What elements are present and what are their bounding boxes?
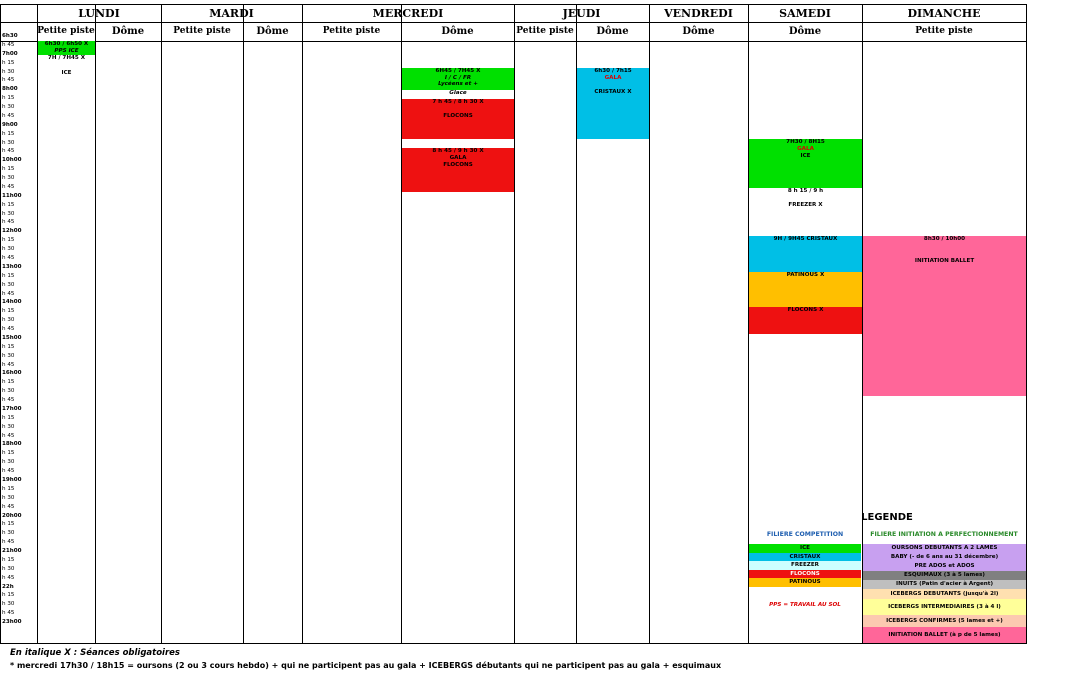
time-label: h 15	[2, 308, 15, 315]
grid-line	[161, 4, 162, 644]
legend-swatch: ESQUIMAUX (3 à 5 lames)	[863, 571, 1026, 580]
time-label: h 45	[2, 255, 15, 261]
session-text: PATINOUS X	[786, 271, 825, 278]
legend-pps-note: PPS = TRAVAIL AU SOL	[769, 602, 841, 608]
day-header-vendredi: VENDREDI	[664, 7, 733, 20]
time-label: h 15	[2, 237, 15, 244]
time-label: 13h00	[2, 263, 22, 270]
time-label: h 30	[2, 423, 15, 430]
legend-swatch: FLOCONS	[749, 570, 861, 579]
legend-swatch: PRE ADOS et ADOS	[863, 562, 1026, 571]
session-text: 6h30 / 6h50 X	[44, 41, 89, 47]
time-label: 6h30	[2, 33, 18, 39]
time-label: h 15	[2, 521, 15, 528]
time-label: h 30	[2, 565, 15, 572]
legend-swatch: OURSONS DEBUTANTS A 2 LAMES	[863, 544, 1026, 553]
grid-line	[0, 4, 1, 644]
time-label: 18h00	[2, 441, 22, 448]
schedule-session[interactable]	[38, 41, 95, 76]
time-label: 17h00	[2, 405, 22, 412]
time-label: 19h00	[2, 477, 22, 483]
legend-swatch: BABY (- de 6 ans au 31 décembre)	[863, 553, 1026, 562]
time-label: h 30	[2, 139, 15, 146]
time-label: 23h00	[2, 619, 22, 626]
session-text: 7H / 7H45 X	[47, 55, 86, 62]
session-text: I / C / FR	[444, 74, 472, 81]
schedule-session[interactable]	[749, 307, 862, 334]
time-label: 16h00	[2, 370, 22, 377]
legend-swatch: INITIATION BALLET (à p de 5 lames)	[863, 627, 1026, 643]
session-text: FLOCONS	[443, 113, 473, 120]
time-label: h 15	[2, 130, 15, 137]
grid-line	[37, 4, 38, 644]
day-header-lundi: LUNDI	[78, 7, 120, 20]
session-text	[749, 195, 862, 202]
time-label: 7h00	[2, 50, 18, 57]
time-label: h 45	[2, 503, 15, 510]
time-label: 10h00	[2, 157, 22, 164]
session-text	[402, 106, 514, 113]
time-label: h 30	[2, 104, 15, 111]
time-label: h 30	[2, 530, 15, 537]
rink-header: Petite piste	[173, 26, 231, 36]
time-label: 15h00	[2, 334, 22, 341]
time-label: h 30	[2, 281, 15, 288]
legend-swatch: PATINOUS	[749, 578, 861, 587]
session-text: INITIATION BALLET	[914, 257, 975, 264]
time-label: h 45	[2, 183, 15, 190]
legend-swatch: ICEBERGS DEBUTANTS (jusqu'à 2l)	[863, 589, 1026, 599]
schedule-session[interactable]	[402, 148, 514, 192]
session-text	[863, 244, 1026, 251]
time-label: h 30	[2, 494, 15, 501]
footer-note-asterisk: * mercredi 17h30 / 18h15 = oursons (2 ou 3 cours hebdo) + qui ne participent pas au gala + ICEBERGS débutants qui ne participent pas au gala + esquimaux	[10, 661, 722, 670]
time-label: h 15	[2, 485, 15, 492]
session-text: 6H45 / 7H45 X	[435, 67, 481, 74]
grid-line	[649, 4, 650, 644]
schedule-session[interactable]	[244, 94, 302, 192]
legend-swatch: CRISTAUX	[749, 553, 861, 562]
time-label: h 45	[2, 361, 15, 368]
session-text: Lycéens et +	[438, 80, 478, 87]
legend-swatch: INUITS (Patin d'acier à Argent)	[863, 580, 1026, 589]
time-label: h 15	[2, 379, 15, 386]
time-label: h 45	[2, 610, 15, 617]
time-label: h 15	[2, 95, 15, 102]
time-label: h 45	[2, 290, 15, 297]
legend-swatch: ICEBERGS CONFIRMES (5 lames et +)	[863, 615, 1026, 627]
time-label: h 15	[2, 201, 15, 208]
rink-header: Dôme	[596, 26, 629, 37]
rink-header: Dôme	[441, 26, 474, 37]
session-text: FLOCONS	[443, 161, 473, 168]
time-label: h 15	[2, 450, 15, 457]
legend-swatch: FREEZER	[749, 561, 861, 570]
rink-header: Dôme	[256, 26, 289, 37]
time-label: 12h00	[2, 228, 22, 235]
rink-header: Petite piste	[37, 26, 95, 36]
time-label: h 45	[2, 397, 15, 404]
session-text: 8 h 45 / 9 h 30 X	[432, 147, 484, 154]
day-header-samedi: SAMEDI	[779, 7, 831, 20]
legend-title: LEGENDE	[861, 512, 913, 523]
time-label: h 15	[2, 414, 15, 421]
time-label: h 30	[2, 317, 15, 324]
grid-line	[95, 4, 96, 644]
time-label: 11h00	[2, 192, 22, 199]
rink-header: Dôme	[111, 26, 145, 37]
time-label: h 45	[2, 148, 15, 155]
schedule-session[interactable]	[577, 68, 649, 139]
grid-line	[302, 4, 303, 644]
rink-header: Dôme	[788, 26, 822, 37]
time-label: h 45	[2, 41, 15, 48]
session-text: PPS ICE	[54, 48, 79, 55]
session-text: GALA	[449, 154, 467, 161]
session-text: 9H / 9H45 CRISTAUX	[773, 236, 838, 243]
time-label: 21h00	[2, 548, 22, 555]
grid-line	[0, 41, 1026, 42]
time-label: h 45	[2, 326, 15, 333]
schedule-session[interactable]	[863, 236, 1026, 396]
session-text	[38, 63, 95, 70]
footer-note-italic: En italique X : Séances obligatoires	[10, 648, 180, 658]
grid-line	[0, 643, 1026, 644]
time-label: 9h00	[2, 121, 18, 128]
time-label: h 45	[2, 539, 15, 546]
grid-line	[514, 4, 515, 644]
schedule-session[interactable]	[402, 99, 514, 139]
legend-swatch: ICE	[749, 544, 861, 553]
time-label: h 45	[2, 574, 15, 581]
day-header-mardi: MARDI	[209, 7, 254, 20]
time-label: h 45	[2, 432, 15, 439]
session-text: 8 h 15 / 9 h	[787, 187, 824, 194]
session-text: 7H30 / 8H15	[786, 138, 825, 145]
schedule-session[interactable]	[402, 81, 514, 90]
rink-header: Dôme	[682, 26, 715, 37]
time-label: h 30	[2, 246, 15, 253]
rink-header: Petite piste	[915, 26, 973, 36]
legend-column-head: FILIERE INITIATION A PERFECTIONNEMENT	[870, 531, 1018, 538]
time-label: 14h00	[2, 299, 22, 306]
grid-line	[1026, 4, 1027, 644]
schedule-session[interactable]	[749, 236, 862, 272]
time-label: h 30	[2, 210, 15, 217]
schedule-session[interactable]	[749, 139, 862, 188]
schedule-session[interactable]	[749, 188, 862, 237]
time-label: h 15	[2, 556, 15, 563]
session-text: CRISTAUX X	[594, 89, 632, 96]
schedule-session[interactable]	[402, 90, 514, 99]
day-header-dimanche: DIMANCHE	[907, 7, 981, 20]
time-label: h 15	[2, 272, 15, 279]
time-label: 8h00	[2, 86, 18, 93]
time-label: h 30	[2, 601, 15, 608]
session-text: GALA	[797, 145, 814, 152]
session-text: 8h30 / 10h00	[923, 236, 966, 243]
time-label: h 15	[2, 59, 15, 66]
session-text: FREEZER X	[788, 201, 823, 208]
schedule-session[interactable]	[402, 68, 514, 81]
time-label: h 45	[2, 77, 15, 84]
time-label: h 30	[2, 459, 15, 466]
schedule-session[interactable]	[749, 272, 862, 308]
session-text: 6h30 / 7h15	[594, 67, 632, 74]
session-text: GALA	[604, 74, 622, 81]
time-label: h 45	[2, 468, 15, 475]
legend-column-head: FILIERE COMPETITION	[766, 531, 844, 538]
session-text: FLOCONS X	[787, 307, 824, 314]
session-text: 7 h 45 / 8 h 30 X	[432, 98, 484, 105]
day-header-mercredi: MERCREDI	[372, 7, 444, 20]
rink-header: Petite piste	[322, 26, 381, 36]
time-label: h 45	[2, 112, 15, 119]
day-header-jeudi: JEUDI	[562, 7, 601, 20]
time-label: h 30	[2, 175, 15, 182]
time-label: h 30	[2, 352, 15, 359]
session-text	[863, 251, 1026, 258]
legend-swatch: ICEBERGS INTERMEDIAIRES (3 à 4 l)	[863, 599, 1026, 615]
time-label: h 15	[2, 343, 15, 350]
time-label: h 45	[2, 219, 15, 226]
time-label: h 15	[2, 592, 15, 599]
session-text	[577, 82, 649, 89]
rink-header: Petite piste	[516, 26, 574, 36]
time-label: h 30	[2, 388, 15, 395]
session-text: Glace	[449, 89, 467, 96]
time-label: 20h00	[2, 512, 22, 519]
session-text: ICE	[800, 153, 811, 160]
time-label: 22h	[2, 583, 14, 590]
time-label: h 15	[2, 166, 15, 173]
session-text: ICE	[61, 69, 72, 76]
time-label: h 30	[2, 68, 15, 75]
